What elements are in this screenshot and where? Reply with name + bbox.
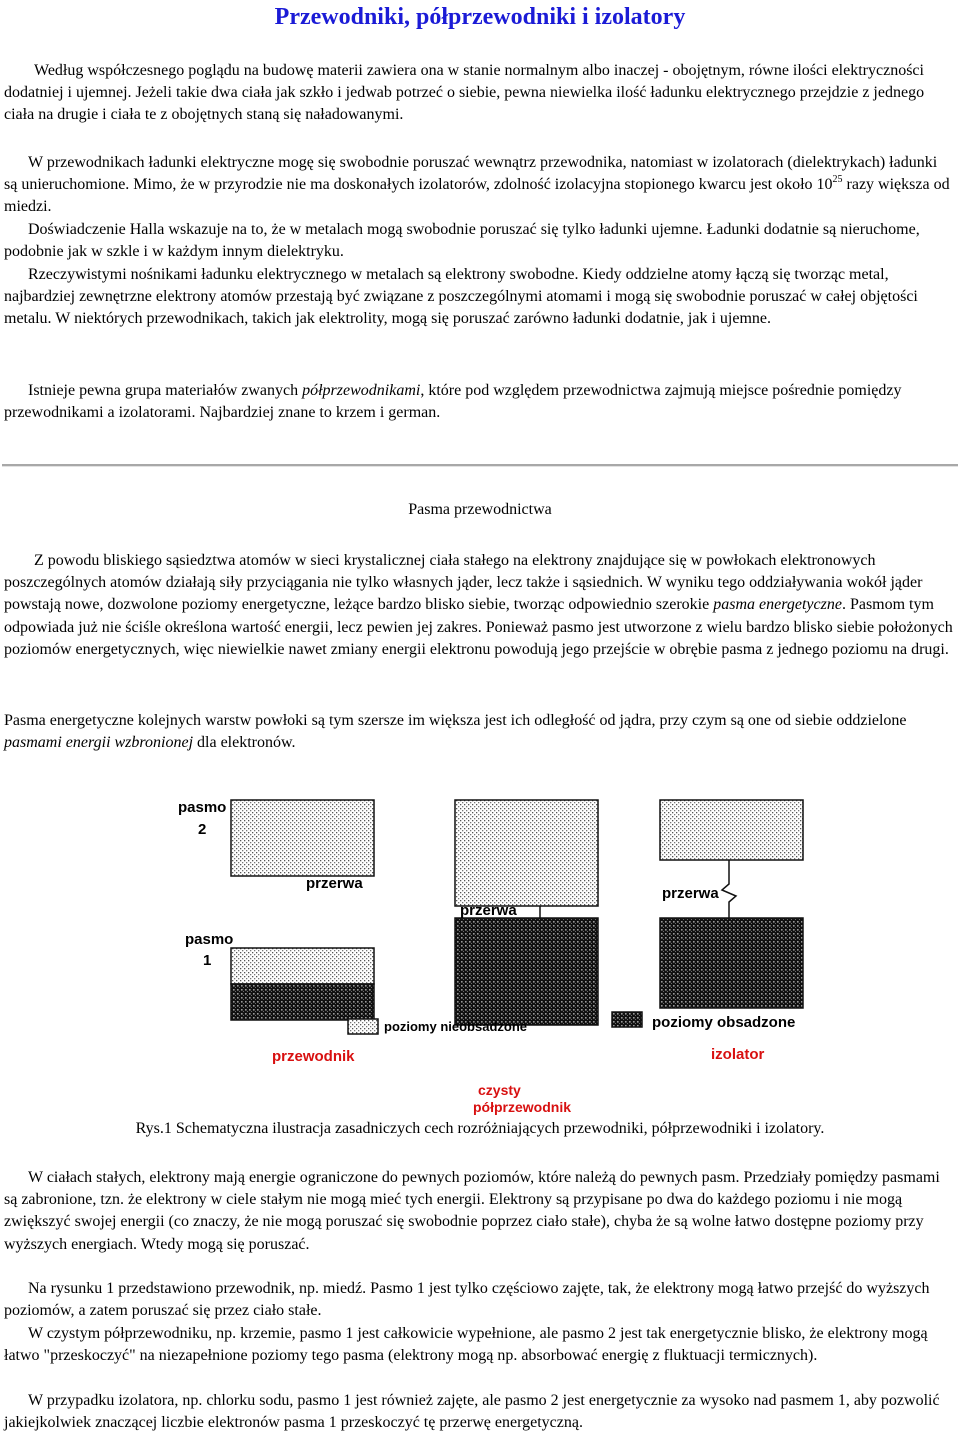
section-paragraph-1: [4, 550, 954, 661]
intro-paragraph-2: [4, 152, 954, 219]
section-paragraph-2: [4, 710, 954, 754]
horizontal-divider: [2, 464, 958, 467]
closing-paragraph-1: [4, 1167, 954, 1256]
intro-paragraph-4-text: Rzeczywistymi nośnikami ładunku elektrycznego w metalach są elektrony swobodne. Kiedy oddzielne atomy łączą się tworząc metal, najbardziej zewnętrzne elektrony atomów przestają być związane z poszczególnymi atomami i mogą się swobodnie poruszać w całej objętości metalu. W niektórych przewodnikach, takich jak elektrolity, mogą się poruszać zarówno ładunki dodatnie, jak i ujemne.: [4, 266, 918, 328]
section-title: Pasma przewodnictwa: [408, 501, 552, 518]
semiconductor-label-1: czysty: [478, 1082, 521, 1098]
intro-paragraph-5-text: Istnieje pewna grupa materiałów zwanych: [28, 382, 303, 399]
conductor-band-1-empty: [231, 948, 374, 984]
intro-paragraph-3: [4, 219, 954, 263]
insulator-gap-label: przerwa: [662, 885, 719, 902]
semiconductor-gap-label: przerwa: [460, 902, 517, 919]
closing-paragraph-4: [4, 1390, 954, 1434]
conductor-label: przewodnik: [272, 1048, 355, 1065]
closing-paragraph-4-text: W przypadku izolatora, np. chlorku sodu, pasmo 1 jest również zajęte, ale pasmo 2 jest energetycznie za wysoko nad pasmem 1, aby pozwolić jakiejkolwiek znaczącej liczbie elektronów pasma 1 przeskoczyć tę przerwę energetyczną.: [4, 1392, 940, 1432]
band-1-number: 1: [203, 952, 212, 969]
intro-paragraph-4: [4, 264, 954, 331]
exponent: 25: [832, 174, 843, 186]
legend-empty-label: poziomy nieobsadzone: [384, 1019, 528, 1034]
closing-paragraph-2: [4, 1278, 954, 1322]
legend-full-swatch: [612, 1012, 642, 1027]
band-diagram-figure: [0, 772, 960, 1117]
section-paragraph-2-tail: dla elektronów.: [193, 734, 296, 752]
intro-paragraph-5: [4, 380, 954, 424]
band-1-label: pasmo: [185, 931, 234, 948]
section-paragraph-2-text: Pasma energetyczne kolejnych warstw powłoki są tym szersze im większa jest ich odległość od jądra, przy czym są one od siebie oddzielone: [4, 712, 907, 729]
intro-paragraph-5-tail: , które pod względem przewodnictwa zajmują miejsce pośrednie pomiędzy przewodnikami a izolatorami. Najbardziej znane to krzem i german.: [4, 382, 902, 422]
legend-full-label: poziomy obsadzone: [652, 1014, 796, 1031]
closing-paragraph-3-text: W czystym półprzewodniku, np. krzemie, pasmo 1 jest całkowicie wypełnione, ale pasmo 2 jest tak energetycznie blisko, że elektrony mogą łatwo "przeskoczyć" na niezapełnione poziomy tego pasma (elektrony mogą np. absorbować energię z fluktuacji termicznych).: [4, 1325, 928, 1365]
section-paragraph-1-text: Z powodu bliskiego sąsiedztwa atomów w sieci krystalicznej ciała stałego na elektrony znajdujące się w powłokach elektronowych poszczególnych atomów działają siły przyciągania nie tylko własnych jąder, lecz także i sąsiednich. W wyniku tego oddziaływania wokół jąder powstają nowe, dozwolone poziomy energetyczne, leżące bardzo blisko siebie, tworząc odpowiednio szerokie: [4, 552, 923, 614]
closing-paragraph-3: [4, 1323, 954, 1367]
section-paragraph-1-tail: . Pasmom tym odpowiada już nie ściśle określona wartość energii, lecz pewien jej zakres. Ponieważ pasmo jest utworzone z wielu bardzo blisko siebie położonych poziomów energetycznych, więc niewielkie nawet zmiany energii elektronu powodują jego przejście w obrębie pasma z jednego poziomu na drugi.: [4, 596, 953, 658]
closing-paragraph-1-text: W ciałach stałych, elektrony mają energie ograniczone do pewnych poziomów, które należą do pewnych pasm. Przedziały pomiędzy pasmami są zabronione, tzn. że elektrony w ciele stałym nie mogą mieć tych energii. Elektrony są przypisane po dwa do każdego poziomu i nie mogą zwiększyć swojej energii (co znaczy, że nie mogą poruszać się swobodnie poprzez ciało stałe), chyba że są wolne łatwo dostępne poziomy przy wyższych energiach. Wtedy mogą się poruszać.: [4, 1169, 940, 1253]
conductor-band-2: [231, 800, 374, 876]
semiconductor-column: [455, 800, 598, 1115]
band-diagram: [0, 772, 960, 1117]
closing-paragraph-2-text: Na rysunku 1 przedstawiono przewodnik, np. miedź. Pasmo 1 jest tylko częściowo zajęte, tak, że elektrony mogą łatwo przejść do wyższych poziomów, a zatem poruszać się przez ciało stałe.: [4, 1280, 930, 1320]
conductor-gap-label: przerwa: [306, 875, 363, 892]
term-energy-bands: pasma energetyczne: [713, 596, 842, 614]
semiconductor-band-2: [455, 800, 598, 906]
intro-paragraph-2-tail: razy większa od miedzi.: [4, 176, 950, 216]
semiconductor-band-1: [455, 918, 598, 1025]
page-title: Przewodniki, półprzewodniki i izolatory: [274, 4, 686, 30]
band-2-number: 2: [198, 821, 207, 838]
term-semiconductors: półprzewodnikami: [302, 382, 421, 399]
intro-paragraph-1-text: Według współczesnego poglądu na budowę materii zawiera ona w stanie normalnym albo inaczej - obojętnym, równe ilości elektryczności dodatniej i ujemnej. Jeżeli takie dwa ciała jak szkło i jedwab potrzeć o siebie, pewna niewielka ilość ładunku elektrycznego przejdzie z jednego ciała na drugie i ciała te z obojętnych staną się naładowanymi.: [4, 62, 925, 124]
insulator-label: izolator: [711, 1046, 765, 1063]
intro-paragraph-1: [4, 60, 954, 127]
insulator-band-2: [660, 800, 803, 860]
insulator-gap-break: [722, 860, 736, 918]
legend-empty-swatch: [348, 1019, 378, 1034]
intro-paragraph-3-text: Doświadczenie Halla wskazuje na to, że w metalach mogą swobodnie poruszać się tylko ładunki ujemne. Ładunki dodatnie są nieruchome, podobnie jak w szkle i w każdym innym dielektryku.: [4, 221, 920, 261]
intro-paragraph-2-text: W przewodnikach ładunki elektryczne mogę się swobodnie poruszać wewnątrz przewodnika, natomiast w izolatorach (dielektrykach) ładunki są unieruchomione. Mimo, że w przyrodzie nie ma doskonałych izolatorów, zdolność izolacyjna stopionego kwarcu jest około 10: [4, 154, 938, 194]
semiconductor-label-2: półprzewodnik: [473, 1099, 571, 1115]
conductor-band-1-filled: [231, 984, 374, 1020]
insulator-band-1: [660, 918, 803, 1008]
band-2-label: pasmo: [178, 799, 227, 816]
term-forbidden-bands: pasmami energii wzbronionej: [4, 734, 194, 752]
figure-caption: Rys.1 Schematyczna ilustracja zasadniczych cech rozróżniających przewodniki, półprzewodniki i izolatory.: [135, 1120, 825, 1137]
